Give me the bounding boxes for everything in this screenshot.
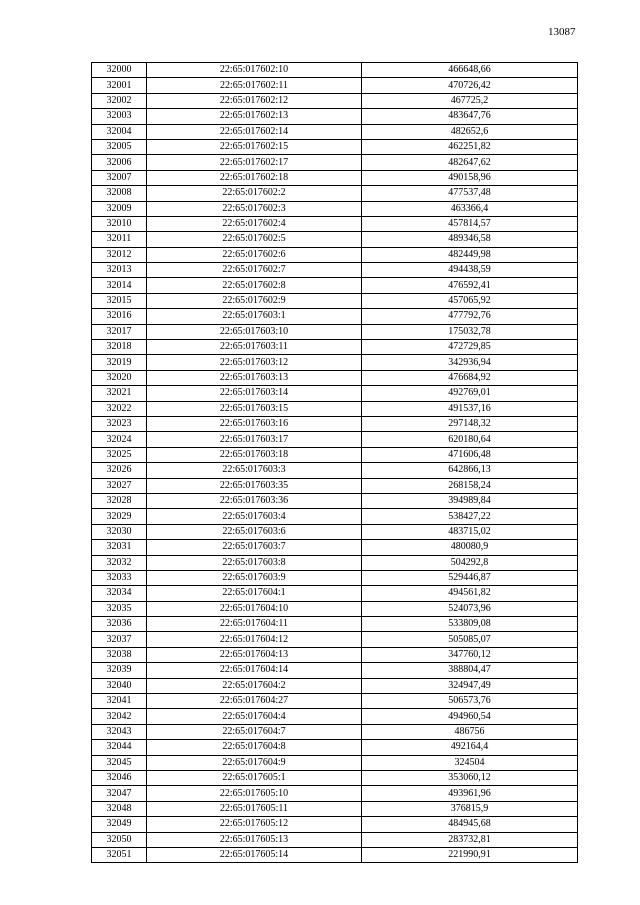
row-number-cell: 32021 (92, 386, 147, 401)
table-row (92, 355, 578, 370)
cadastral-number-cell: 22:65:017604:11 (147, 617, 362, 632)
table-row (92, 263, 578, 278)
cadastral-value-cell: 476592,41 (362, 278, 578, 293)
table-row (92, 93, 578, 108)
cadastral-value-cell: 491537,16 (362, 401, 578, 416)
cadastral-value-cell: 529446,87 (362, 570, 578, 585)
cadastral-value-cell: 486756 (362, 724, 578, 739)
cadastral-number-cell: 22:65:017603:1 (147, 309, 362, 324)
row-number-cell: 32005 (92, 139, 147, 154)
row-number-cell: 32006 (92, 155, 147, 170)
row-number-cell: 32010 (92, 216, 147, 231)
table-row (92, 463, 578, 478)
row-number-cell: 32046 (92, 770, 147, 785)
row-number-cell: 32040 (92, 678, 147, 693)
row-number-cell: 32041 (92, 694, 147, 709)
cadastral-number-cell: 22:65:017603:18 (147, 447, 362, 462)
row-number-cell: 32036 (92, 617, 147, 632)
table-row (92, 139, 578, 154)
table-row (92, 447, 578, 462)
row-number-cell: 32009 (92, 201, 147, 216)
table-row (92, 724, 578, 739)
table-row (92, 663, 578, 678)
table-row (92, 324, 578, 339)
cadastral-number-cell: 22:65:017603:9 (147, 570, 362, 585)
cadastral-number-cell: 22:65:017604:13 (147, 647, 362, 662)
cadastral-number-cell: 22:65:017605:1 (147, 770, 362, 785)
row-number-cell: 32034 (92, 586, 147, 601)
cadastral-value-cell: 504292,8 (362, 555, 578, 570)
table-row (92, 416, 578, 431)
row-number-cell: 32012 (92, 247, 147, 262)
cadastral-value-cell: 477537,48 (362, 186, 578, 201)
table-row (92, 201, 578, 216)
cadastral-value-cell: 620180,64 (362, 432, 578, 447)
table-row (92, 586, 578, 601)
row-number-cell: 32017 (92, 324, 147, 339)
table-row (92, 601, 578, 616)
cadastral-number-cell: 22:65:017604:27 (147, 694, 362, 709)
table-row (92, 170, 578, 185)
cadastral-number-cell: 22:65:017605:11 (147, 801, 362, 816)
cadastral-number-cell: 22:65:017602:13 (147, 109, 362, 124)
table-row (92, 740, 578, 755)
cadastral-value-cell: 492164,4 (362, 740, 578, 755)
cadastral-value-cell: 492769,01 (362, 386, 578, 401)
cadastral-number-cell: 22:65:017603:7 (147, 540, 362, 555)
table-row (92, 801, 578, 816)
cadastral-number-cell: 22:65:017603:4 (147, 509, 362, 524)
table-row (92, 632, 578, 647)
cadastral-number-cell: 22:65:017602:6 (147, 247, 362, 262)
cadastral-number-cell: 22:65:017604:4 (147, 709, 362, 724)
table-row (92, 401, 578, 416)
cadastral-value-cell: 494960,54 (362, 709, 578, 724)
cadastral-value-cell: 538427,22 (362, 509, 578, 524)
cadastral-value-cell: 462251,82 (362, 139, 578, 154)
table-row (92, 617, 578, 632)
row-number-cell: 32039 (92, 663, 147, 678)
table-row (92, 216, 578, 231)
cadastral-value-cell: 283732,81 (362, 832, 578, 847)
table-row (92, 832, 578, 847)
row-number-cell: 32022 (92, 401, 147, 416)
table-row (92, 340, 578, 355)
row-number-cell: 32007 (92, 170, 147, 185)
cadastral-number-cell: 22:65:017603:12 (147, 355, 362, 370)
table-body (92, 63, 578, 863)
row-number-cell: 32044 (92, 740, 147, 755)
cadastral-value-cell: 482647,62 (362, 155, 578, 170)
cadastral-value-cell: 477792,76 (362, 309, 578, 324)
cadastral-value-cell: 324504 (362, 755, 578, 770)
cadastral-number-cell: 22:65:017602:10 (147, 63, 362, 78)
cadastral-number-cell: 22:65:017602:9 (147, 293, 362, 308)
cadastral-value-cell: 524073,96 (362, 601, 578, 616)
row-number-cell: 32018 (92, 340, 147, 355)
cadastral-value-cell: 642866,13 (362, 463, 578, 478)
cadastral-value-cell: 483715,02 (362, 524, 578, 539)
cadastral-number-cell: 22:65:017603:17 (147, 432, 362, 447)
row-number-cell: 32016 (92, 309, 147, 324)
cadastral-value-cell: 482652,6 (362, 124, 578, 139)
cadastral-value-cell: 505085,07 (362, 632, 578, 647)
cadastral-number-cell: 22:65:017603:11 (147, 340, 362, 355)
row-number-cell: 32049 (92, 817, 147, 832)
row-number-cell: 32047 (92, 786, 147, 801)
cadastral-number-cell: 22:65:017604:8 (147, 740, 362, 755)
row-number-cell: 32019 (92, 355, 147, 370)
table-row (92, 647, 578, 662)
cadastral-number-cell: 22:65:017604:1 (147, 586, 362, 601)
cadastral-value-table (91, 62, 578, 863)
row-number-cell: 32028 (92, 493, 147, 508)
table-row (92, 478, 578, 493)
row-number-cell: 32031 (92, 540, 147, 555)
cadastral-value-cell: 506573,76 (362, 694, 578, 709)
table-row (92, 155, 578, 170)
cadastral-value-cell: 476684,92 (362, 370, 578, 385)
cadastral-number-cell: 22:65:017603:10 (147, 324, 362, 339)
table-row (92, 570, 578, 585)
row-number-cell: 32045 (92, 755, 147, 770)
row-number-cell: 32023 (92, 416, 147, 431)
table-row (92, 678, 578, 693)
cadastral-value-cell: 472729,85 (362, 340, 578, 355)
table-row (92, 278, 578, 293)
cadastral-number-cell: 22:65:017603:16 (147, 416, 362, 431)
row-number-cell: 32043 (92, 724, 147, 739)
row-number-cell: 32026 (92, 463, 147, 478)
row-number-cell: 32000 (92, 63, 147, 78)
row-number-cell: 32014 (92, 278, 147, 293)
row-number-cell: 32027 (92, 478, 147, 493)
cadastral-number-cell: 22:65:017603:8 (147, 555, 362, 570)
cadastral-number-cell: 22:65:017602:3 (147, 201, 362, 216)
cadastral-number-cell: 22:65:017602:8 (147, 278, 362, 293)
table-row (92, 78, 578, 93)
cadastral-number-cell: 22:65:017602:15 (147, 139, 362, 154)
table-row (92, 493, 578, 508)
cadastral-number-cell: 22:65:017602:17 (147, 155, 362, 170)
row-number-cell: 32042 (92, 709, 147, 724)
cadastral-number-cell: 22:65:017603:13 (147, 370, 362, 385)
cadastral-value-cell: 480080,9 (362, 540, 578, 555)
cadastral-number-cell: 22:65:017605:12 (147, 817, 362, 832)
cadastral-value-cell: 268158,24 (362, 478, 578, 493)
table-row (92, 247, 578, 262)
cadastral-value-cell: 483647,76 (362, 109, 578, 124)
cadastral-number-cell: 22:65:017603:3 (147, 463, 362, 478)
cadastral-value-cell: 347760,12 (362, 647, 578, 662)
cadastral-value-cell: 494561,82 (362, 586, 578, 601)
cadastral-number-cell: 22:65:017604:7 (147, 724, 362, 739)
cadastral-number-cell: 22:65:017604:14 (147, 663, 362, 678)
cadastral-value-cell: 470726,42 (362, 78, 578, 93)
row-number-cell: 32025 (92, 447, 147, 462)
cadastral-value-cell: 533809,08 (362, 617, 578, 632)
row-number-cell: 32051 (92, 847, 147, 862)
table-row (92, 509, 578, 524)
table-row (92, 63, 578, 78)
table-row (92, 786, 578, 801)
cadastral-number-cell: 22:65:017603:35 (147, 478, 362, 493)
cadastral-number-cell: 22:65:017603:14 (147, 386, 362, 401)
cadastral-value-cell: 353060,12 (362, 770, 578, 785)
cadastral-value-cell: 484945,68 (362, 817, 578, 832)
cadastral-value-cell: 175032,78 (362, 324, 578, 339)
row-number-cell: 32029 (92, 509, 147, 524)
cadastral-number-cell: 22:65:017603:15 (147, 401, 362, 416)
row-number-cell: 32011 (92, 232, 147, 247)
row-number-cell: 32033 (92, 570, 147, 585)
row-number-cell: 32013 (92, 263, 147, 278)
table-row (92, 770, 578, 785)
table-row (92, 709, 578, 724)
row-number-cell: 32001 (92, 78, 147, 93)
table-row (92, 555, 578, 570)
cadastral-value-cell: 466648,66 (362, 63, 578, 78)
cadastral-value-cell: 457065,92 (362, 293, 578, 308)
cadastral-value-cell: 490158,96 (362, 170, 578, 185)
table-row (92, 386, 578, 401)
cadastral-number-cell: 22:65:017602:12 (147, 93, 362, 108)
cadastral-value-cell: 489346,58 (362, 232, 578, 247)
table-row (92, 186, 578, 201)
row-number-cell: 32020 (92, 370, 147, 385)
cadastral-value-cell: 394989,84 (362, 493, 578, 508)
cadastral-number-cell: 22:65:017602:11 (147, 78, 362, 93)
table-row (92, 232, 578, 247)
cadastral-number-cell: 22:65:017602:4 (147, 216, 362, 231)
row-number-cell: 32030 (92, 524, 147, 539)
cadastral-number-cell: 22:65:017605:10 (147, 786, 362, 801)
table-row (92, 524, 578, 539)
row-number-cell: 32004 (92, 124, 147, 139)
row-number-cell: 32037 (92, 632, 147, 647)
table-row (92, 370, 578, 385)
row-number-cell: 32002 (92, 93, 147, 108)
cadastral-number-cell: 22:65:017602:5 (147, 232, 362, 247)
cadastral-value-cell: 342936,94 (362, 355, 578, 370)
row-number-cell: 32032 (92, 555, 147, 570)
table-row (92, 755, 578, 770)
row-number-cell: 32035 (92, 601, 147, 616)
cadastral-number-cell: 22:65:017604:2 (147, 678, 362, 693)
cadastral-number-cell: 22:65:017602:2 (147, 186, 362, 201)
cadastral-number-cell: 22:65:017605:14 (147, 847, 362, 862)
page-number: 13087 (548, 26, 576, 38)
row-number-cell: 32038 (92, 647, 147, 662)
cadastral-number-cell: 22:65:017602:7 (147, 263, 362, 278)
cadastral-value-cell: 457814,57 (362, 216, 578, 231)
table-row (92, 432, 578, 447)
cadastral-number-cell: 22:65:017603:6 (147, 524, 362, 539)
cadastral-value-cell: 388804,47 (362, 663, 578, 678)
cadastral-number-cell: 22:65:017602:18 (147, 170, 362, 185)
table-row (92, 847, 578, 862)
row-number-cell: 32048 (92, 801, 147, 816)
table-row (92, 540, 578, 555)
cadastral-number-cell: 22:65:017605:13 (147, 832, 362, 847)
table-row (92, 817, 578, 832)
cadastral-number-cell: 22:65:017602:14 (147, 124, 362, 139)
row-number-cell: 32024 (92, 432, 147, 447)
table-row (92, 694, 578, 709)
table-row (92, 293, 578, 308)
cadastral-value-cell: 463366,4 (362, 201, 578, 216)
cadastral-number-cell: 22:65:017604:10 (147, 601, 362, 616)
cadastral-value-cell: 471606,48 (362, 447, 578, 462)
cadastral-number-cell: 22:65:017603:36 (147, 493, 362, 508)
row-number-cell: 32050 (92, 832, 147, 847)
cadastral-value-cell: 376815,9 (362, 801, 578, 816)
cadastral-value-cell: 494438,59 (362, 263, 578, 278)
row-number-cell: 32003 (92, 109, 147, 124)
row-number-cell: 32015 (92, 293, 147, 308)
table-row (92, 309, 578, 324)
cadastral-value-cell: 493961,96 (362, 786, 578, 801)
cadastral-value-cell: 467725,2 (362, 93, 578, 108)
cadastral-number-cell: 22:65:017604:12 (147, 632, 362, 647)
table-row (92, 109, 578, 124)
cadastral-value-cell: 482449,98 (362, 247, 578, 262)
cadastral-value-cell: 221990,91 (362, 847, 578, 862)
cadastral-value-cell: 297148,32 (362, 416, 578, 431)
table-row (92, 124, 578, 139)
cadastral-value-cell: 324947,49 (362, 678, 578, 693)
row-number-cell: 32008 (92, 186, 147, 201)
cadastral-number-cell: 22:65:017604:9 (147, 755, 362, 770)
